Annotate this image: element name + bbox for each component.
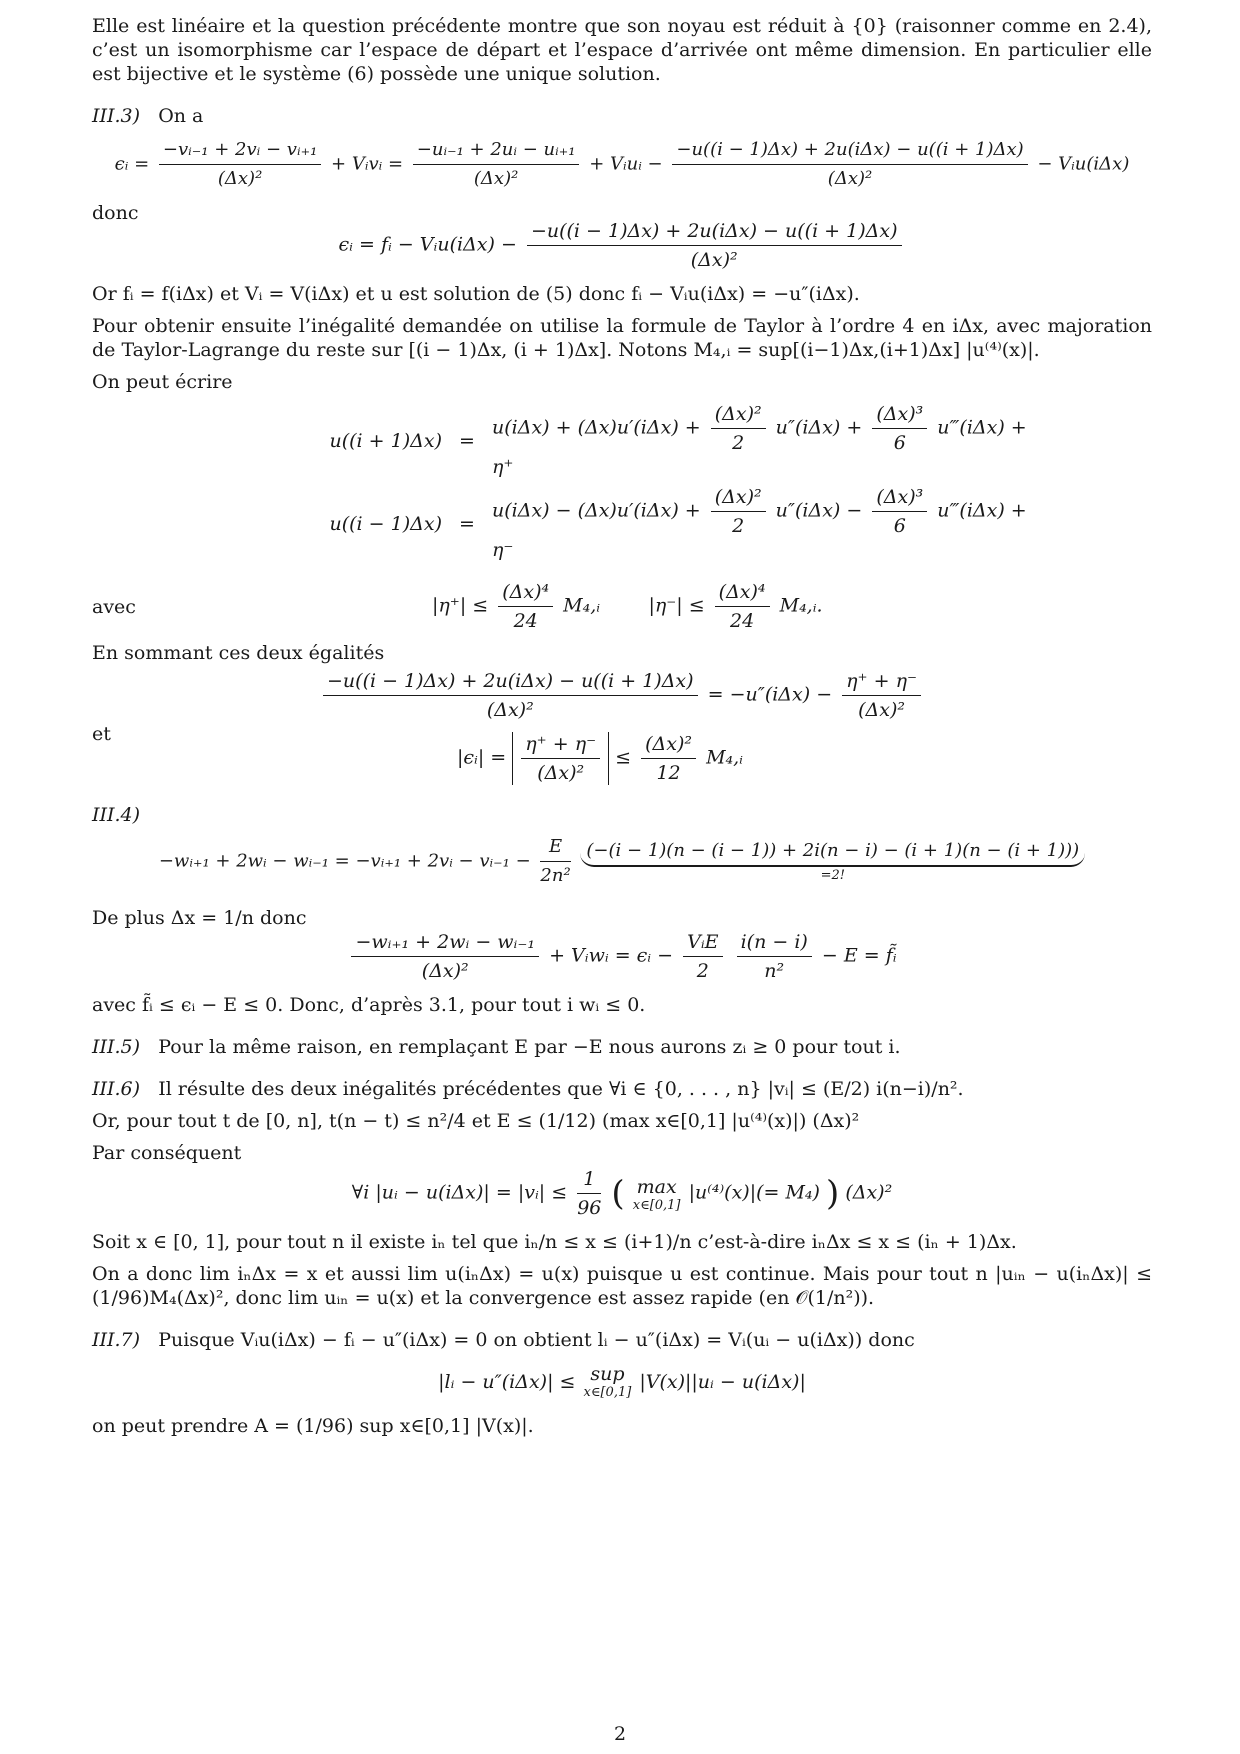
q3-taylor-array — [212, 402, 1032, 562]
q3-t1-f1-den: 2 — [732, 432, 745, 454]
q3-t2-eq: = — [459, 512, 475, 535]
q3-t1-r-b: u″(iΔx) + — [775, 416, 863, 439]
q7-sup-operator — [584, 1362, 632, 1400]
q3-sum-num: −u((i − 1)Δx) + 2u(iΔx) − u((i + 1)Δx) — [323, 669, 698, 696]
q3-eta-f2-num: (Δx)⁴ — [715, 580, 770, 607]
q3-eq1-f1-num: −vᵢ₋₁ + 2vᵢ − vᵢ₊₁ — [159, 138, 321, 165]
q4-equation-1 — [92, 835, 1152, 888]
q7-sup-sub: x∈[0,1] — [583, 1385, 632, 1400]
q3-eps-c: M₄,ᵢ — [706, 746, 743, 769]
q7-equation — [92, 1362, 1152, 1400]
q3-eta-f1-den: 24 — [513, 610, 538, 632]
q3-t2-frac-2 — [872, 485, 927, 538]
q3-eq2-num: −u((i − 1)Δx) + 2u(iΔx) − u((i + 1)Δx) — [527, 219, 902, 246]
q4-eq-a: −wᵢ₊₁ + 2wᵢ − wᵢ₋₁ = −vᵢ₊₁ + 2vᵢ − vᵢ₋₁ − — [158, 850, 531, 872]
q3-eq2-fraction — [527, 219, 902, 272]
q3-sum-den: (Δx)² — [486, 699, 534, 721]
intro-paragraph: Elle est linéaire et la question précédente montre que son noyau est réduit à {0} (raisonner comme en 2.4), c’est un isomorphisme car l’espace de départ et l’espace d’arrivée ont même dimension. En particulier elle est bijective et le système (6) possède une unique solution. — [92, 15, 1152, 85]
q3-eta-f1-num: (Δx)⁴ — [498, 580, 553, 607]
q3-label: III.3) — [92, 105, 141, 127]
q3-eq1-term-2: + Vᵢuᵢ − — [589, 153, 663, 175]
q3-eps-f-num: η⁺ + η⁻ — [521, 732, 600, 759]
q5-paragraph — [92, 1035, 1152, 1059]
q3-sum-equation — [92, 669, 1152, 722]
q4-eq2-a: + Vᵢwᵢ = ϵᵢ − — [549, 944, 674, 967]
q3-eps-b: ≤ — [615, 746, 632, 769]
q3-eq1-f3-den: (Δx)² — [827, 168, 873, 189]
q3-eta-c: |η⁻| ≤ — [648, 594, 705, 617]
q3-t1-r-c: u‴(iΔx) + η⁺ — [492, 416, 1027, 478]
q3-t1-eq: = — [459, 429, 475, 452]
q6-text-1: Il résulte des deux inégalités précédentes que ∀i ∈ {0, . . . , n} |vᵢ| ≤ (E/2) i(n−i)/n². — [158, 1078, 964, 1100]
q3-t2-f2-num: (Δx)³ — [872, 485, 927, 512]
q3-t2-f1-den: 2 — [732, 515, 745, 537]
q4-conclusion: avec f̃ᵢ ≤ ϵᵢ − E ≤ 0. Donc, d’après 3.1, pour tout i wᵢ ≤ 0. — [92, 994, 646, 1016]
q3-t2-frac-1 — [711, 485, 766, 538]
q3-t1-frac-2 — [872, 402, 927, 455]
q4-brace-under: =2! — [820, 867, 845, 883]
q3-t2-r-c: u‴(iΔx) + η⁻ — [492, 499, 1027, 561]
q7-sup: sup — [590, 1363, 625, 1385]
q3-eq1-term-1: + Vᵢvᵢ = — [331, 153, 404, 175]
q6-equation — [92, 1167, 1152, 1220]
q7-text-2: on peut prendre A = (1/96) sup x∈[0,1] |V(x)|. — [92, 1415, 534, 1437]
q3-sum-f-num: η⁺ + η⁻ — [842, 669, 921, 696]
q4-eq2-f1-den: 2 — [696, 960, 709, 982]
q5-text: Pour la même raison, en remplaçant E par −E nous aurons zᵢ ≥ 0 pour tout i. — [158, 1036, 901, 1058]
page-number: 2 — [613, 1723, 627, 1745]
q3-t1-frac-1 — [711, 402, 766, 455]
q6-eq-b: |u⁽⁴⁾(x)|(= M₄) — [688, 1181, 820, 1204]
q3-eta-b: M₄,ᵢ — [563, 594, 601, 617]
q3-eps-a: |ϵᵢ| = — [457, 746, 507, 769]
q3-t2-right — [492, 485, 1032, 562]
q4-eq-f-num: E — [540, 835, 570, 862]
q3-donc: donc — [92, 202, 139, 224]
q3-t1-right — [492, 402, 1032, 479]
q3-sum-frac-2 — [842, 669, 921, 722]
q3-t1-f2-num: (Δx)³ — [872, 402, 927, 429]
q3-eq2-den: (Δx)² — [690, 249, 738, 271]
q6-eq-f-den: 96 — [577, 1197, 602, 1219]
q5-label: III.5) — [92, 1036, 141, 1058]
q3-lead: On a — [158, 105, 204, 127]
page-content — [92, 14, 1152, 1438]
q4-eq2-frac-3 — [737, 930, 812, 983]
q3-eps-f-den: (Δx)² — [537, 762, 585, 784]
q3-eq1-f2-den: (Δx)² — [473, 168, 519, 189]
q6-text-2: Or, pour tout t de [0, n], t(n − t) ≤ n²/4 et E ≤ (1/12) (max x∈[0,1] |u⁽⁴⁾(x)|) (Δx)² — [92, 1110, 860, 1132]
q6-right-paren: ) — [826, 1173, 840, 1214]
q3-t2-r-b: u″(iΔx) − — [775, 499, 863, 522]
q3-or-line: Or fᵢ = f(iΔx) et Vᵢ = V(iΔx) et u est solution de (5) donc fᵢ − Vᵢu(iΔx) = −u″(iΔx). — [92, 283, 860, 305]
q6-eq-frac — [577, 1167, 601, 1220]
q3-eps-frac-2 — [641, 732, 696, 785]
q4-label: III.4) — [92, 804, 141, 826]
q3-eps-frac-1 — [521, 732, 600, 785]
q3-eq1-fraction-2 — [413, 138, 580, 191]
q4-eq2-den: (Δx)² — [421, 960, 469, 982]
q6-text-5: On a donc lim iₙΔx = x et aussi lim u(iₙΔx) = u(x) puisque u est continue. Mais pour tout n |uᵢₙ − u(iₙΔx)| ≤ (1/96)M₄(Δx)², donc lim uᵢₙ = u(x) et la convergence est assez rapide (en 𝒪(1/n²)). — [92, 1263, 1152, 1309]
q3-eps-abs — [512, 732, 609, 785]
q3-eps-g-num: (Δx)² — [641, 732, 696, 759]
q6-paragraph-1 — [92, 1077, 1152, 1101]
q3-et: et — [92, 723, 111, 745]
q3-eta-frac-1 — [498, 580, 553, 633]
q4-eq2-f2-num: i(n − i) — [737, 930, 812, 957]
q3-et-row — [92, 722, 1152, 785]
q3-sum-mid: = −u″(iΔx) − — [707, 683, 833, 706]
q6-max-sub: x∈[0,1] — [632, 1197, 681, 1213]
q4-eq2-frac-2 — [683, 930, 722, 983]
q4-eq-frac — [540, 835, 570, 888]
q3-eta-f2-den: 24 — [730, 610, 755, 632]
q4-eq2-f2-den: n² — [764, 960, 785, 982]
q3-taylor-row-2 — [212, 485, 1032, 562]
q3-eq1-term-3: − Vᵢu(iΔx) — [1037, 153, 1130, 175]
q3-on-peut: On peut écrire — [92, 371, 233, 393]
q3-t1-f2-den: 6 — [893, 432, 906, 454]
q7-eq-a: |lᵢ − u″(iΔx)| ≤ — [438, 1371, 576, 1393]
q3-eq1-f3-num: −u((i − 1)Δx) + 2u(iΔx) − u((i + 1)Δx) — [672, 138, 1027, 165]
q4-eq-f-den: 2n² — [540, 865, 571, 886]
q3-eq1-fraction-1 — [159, 138, 321, 191]
q4-eq2-frac-1 — [351, 930, 539, 983]
q3-t2-r-a: u(iΔx) − (Δx)u′(iΔx) + — [492, 499, 701, 522]
q4-brace-body: (−(i − 1)(n − (i − 1)) + 2i(n − i) − (i + 1)(n − (i + 1))) — [580, 839, 1085, 867]
q4-eq2-b: − E = f̃ᵢ — [821, 944, 897, 967]
q6-label: III.6) — [92, 1078, 141, 1100]
q7-paragraph-1 — [92, 1328, 1152, 1352]
q3-t2-f1-num: (Δx)² — [711, 485, 766, 512]
q7-label: III.7) — [92, 1329, 141, 1351]
q3-avec-row — [92, 580, 1152, 633]
q3-sum-f-den: (Δx)² — [858, 699, 906, 721]
q3-t2-f2-den: 6 — [893, 515, 906, 537]
q3-t1-f1-num: (Δx)² — [711, 402, 766, 429]
q7-text-1: Puisque Vᵢu(iΔx) − fᵢ − u″(iΔx) = 0 on obtient lᵢ − u″(iΔx) = Vᵢ(uᵢ − u(iΔx)) donc — [158, 1329, 915, 1351]
q6-eq-c: (Δx)² — [845, 1181, 893, 1204]
q3-eq2-lhs: ϵᵢ = fᵢ − Vᵢu(iΔx) − — [338, 233, 517, 256]
q3-t2-left: u((i − 1)Δx) — [329, 512, 442, 535]
q6-eq-f-num: 1 — [577, 1167, 601, 1194]
q3-eps-g-den: 12 — [656, 762, 681, 784]
q3-avec: avec — [92, 595, 136, 618]
q4-eq2-num: −wᵢ₊₁ + 2wᵢ − wᵢ₋₁ — [351, 930, 539, 957]
q3-en-sommant: En sommant ces deux égalités — [92, 642, 385, 664]
q3-eta-bounds — [432, 580, 823, 633]
q3-eps-bound — [457, 732, 743, 785]
q6-max-operator — [633, 1175, 681, 1213]
q4-underbrace — [580, 839, 1085, 884]
q6-text-3: Par conséquent — [92, 1142, 242, 1164]
q3-eta-frac-2 — [715, 580, 770, 633]
q3-eq1-f2-num: −uᵢ₋₁ + 2uᵢ − uᵢ₊₁ — [413, 138, 580, 165]
q3-eta-a: |η⁺| ≤ — [432, 594, 489, 617]
q3-equation-1 — [92, 138, 1152, 191]
q3-eq1-lhs: ϵᵢ = — [114, 153, 150, 175]
q3-heading — [92, 104, 1152, 128]
q4-de-plus: De plus Δx = 1/n donc — [92, 907, 307, 929]
q3-taylor-line: Pour obtenir ensuite l’inégalité demandée on utilise la formule de Taylor à l’ordre 4 en iΔx, avec majoration de Taylor-Lagrange du reste sur [(i − 1)Δx, (i + 1)Δx]. Notons M₄,ᵢ = sup[(i−1)Δx,(i+1)Δx] |u⁽⁴⁾(x)|. — [92, 315, 1152, 361]
q3-sum-frac-1 — [323, 669, 698, 722]
q3-taylor-row-1 — [212, 402, 1032, 479]
q3-eq1-f1-den: (Δx)² — [217, 168, 263, 189]
q4-eq2-f1-num: VᵢE — [683, 930, 722, 957]
q6-left-paren: ( — [611, 1173, 625, 1214]
q3-eq1-fraction-3 — [672, 138, 1027, 191]
q3-t1-left: u((i + 1)Δx) — [329, 429, 442, 452]
q6-max: max — [636, 1175, 677, 1198]
q6-eq-a: ∀i |uᵢ − u(iΔx)| = |vᵢ| ≤ — [351, 1181, 568, 1204]
q7-eq-b: |V(x)||uᵢ − u(iΔx)| — [639, 1371, 806, 1393]
q3-t1-r-a: u(iΔx) + (Δx)u′(iΔx) + — [492, 416, 701, 439]
q3-equation-2 — [92, 219, 1152, 272]
q6-text-4: Soit x ∈ [0, 1], pour tout n il existe iₙ tel que iₙ/n ≤ x ≤ (i+1)/n c’est-à-dire iₙΔx ≤ x ≤ (iₙ + 1)Δx. — [92, 1231, 1017, 1253]
q4-equation-2 — [92, 930, 1152, 983]
q3-eta-d: M₄,ᵢ. — [779, 594, 823, 617]
